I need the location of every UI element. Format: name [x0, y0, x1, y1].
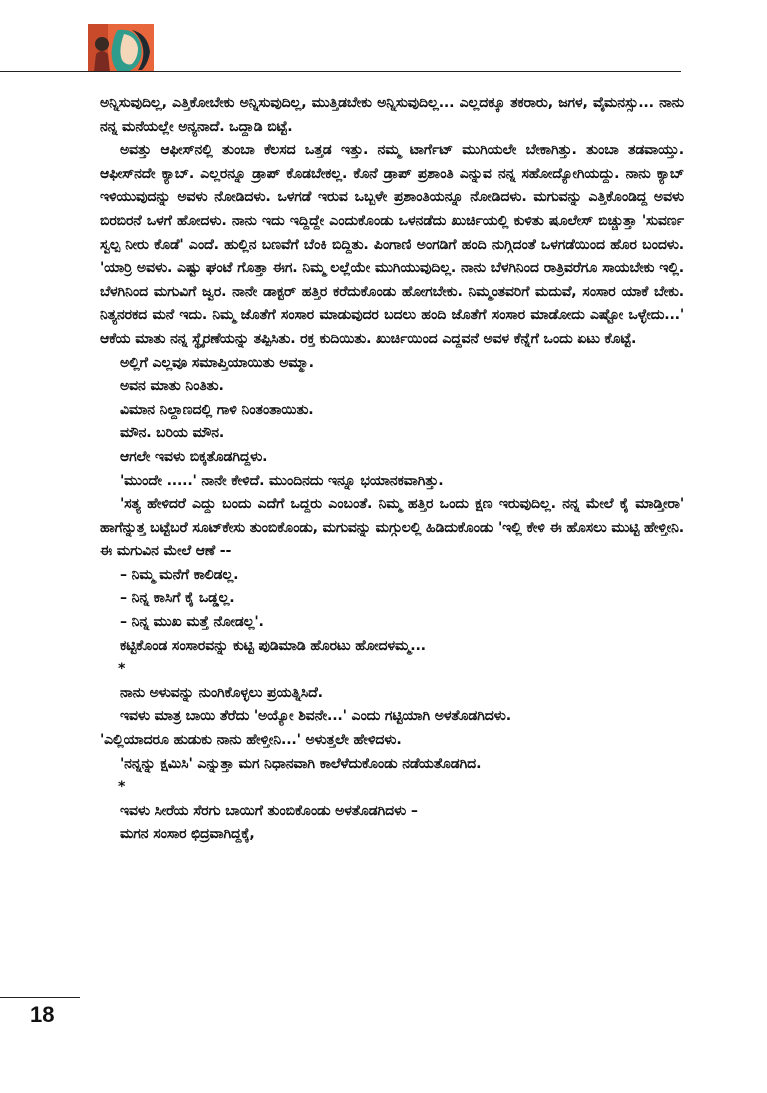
text-line: ವಿಮಾನ ನಿಲ್ದಾಣದಲ್ಲಿ ಗಾಳಿ ನಿಂತಂತಾಯಿತು.: [120, 401, 314, 418]
section-separator: *: [118, 779, 126, 796]
text-line: ಇವಳು ಮಾತ್ರ ಬಾಯಿ ತೆರೆದು 'ಅಯ್ಯೋ ಶಿವನೇ...' ಎಂದು ಗಟ್ಟಿಯಾಗಿ ಅಳತೊಡಗಿದಳು.: [120, 708, 511, 725]
text-line: 'ನನ್ನನ್ನು ಕ್ಷಮಿಸಿ' ಎನ್ನುತ್ತಾ ಮಗ ನಿಧಾನವಾಗಿ ಕಾಲೆಳೆದುಕೊಂಡು ನಡೆಯತೊಡಗಿದ.: [120, 755, 482, 772]
paragraph: 'ಸತ್ಯ ಹೇಳಿದರೆ ಎದ್ದು ಬಂದು ಎದೆಗೆ ಒದ್ದರು ಎಂಬಂತೆ. ನಿಮ್ಮ ಹತ್ತಿರ ಒಂದು ಕ್ಷಣ ಇರುವುದಿಲ್ಲ. ನನ್ನ ಮೇಲೆ ಕೈ ಮಾಡ್ತೀರಾ' ಹಾಗೆನ್ನುತ್ತ ಬಟ್ಟೆಬರೆ ಸೂಟ್‌ಕೇಸು ತುಂಬಿಕೊಂಡು, ಮಗುವನ್ನು ಮಗ್ಗುಲಲ್ಲಿ ಹಿಡಿದುಕೊಂಡು 'ಇಲ್ಲಿ ಕೇಳಿ ಈ ಹೊಸಲು ಮುಟ್ಟಿ ಹೇಳ್ತೀನಿ. ಈ ಮಗುವಿನ ಮೇಲೆ ಆಣೆ --: [100, 496, 684, 560]
text-line: ಮೌನ. ಬರಿಯ ಮೌನ.: [120, 425, 225, 442]
text-line: ಮಗನ ಸಂಸಾರ ಛಿದ್ರವಾಗಿದ್ದಕ್ಕೆ,: [120, 826, 255, 843]
text-line: ಅಲ್ಲಿಗೆ ಎಲ್ಲವೂ ಸಮಾಪ್ತಿಯಾಯಿತು ಅಮ್ಮಾ.: [120, 354, 314, 371]
text-line: 'ಮುಂದೇ .....' ನಾನೇ ಕೇಳಿದೆ. ಮುಂದಿನದು ಇನ್ನೂ ಭಯಾನಕವಾಗಿತ್ತು.: [120, 472, 444, 489]
woman-portrait-logo-icon: [88, 24, 154, 72]
body-text: [100, 92, 684, 847]
page-number: 18: [30, 1002, 55, 1027]
text-line: ಇವಳು ಸೀರೆಯ ಸೆರಗು ಬಾಯಿಗೆ ತುಂಬಿಕೊಂಡು ಅಳತೊಡಗಿದಳು –: [120, 802, 418, 819]
footer-divider: [0, 997, 80, 998]
dash-line: – ನಿನ್ನ ಮುಖ ಮತ್ತೆ ನೋಡಲ್ಲ'.: [120, 614, 264, 631]
text-line: ಅವನ ಮಾತು ನಿಂತಿತು.: [120, 378, 224, 395]
dash-line: – ನಿಮ್ಮ ಮನೆಗೆ ಕಾಲಿಡಲ್ಲ.: [120, 566, 239, 583]
text-line: ಆಗಲೇ ಇವಳು ಬಿಕ್ಕತೊಡಗಿದ್ದಳು.: [120, 448, 268, 465]
text-line: ಕಟ್ಟಿಕೊಂಡ ಸಂಸಾರವನ್ನು ಕುಟ್ಟಿ ಪುಡಿಮಾಡಿ ಹೊರಟು ಹೋದಳಮ್ಮ...: [120, 637, 426, 654]
paragraph: ಅವತ್ತು ಆಫೀಸ್‌ನಲ್ಲಿ ತುಂಬಾ ಕೆಲಸದ ಒತ್ತಡ ಇತ್ತು. ನಮ್ಮ ಟಾರ್ಗೆಟ್ ಮುಗಿಯಲೇ ಬೇಕಾಗಿತ್ತು. ತುಂಬಾ ತಡವಾಯ್ತು. ಆಫೀಸ್‌ನದೇ ಕ್ಯಾಬ್. ಎಲ್ಲರನ್ನೂ ಡ್ರಾಪ್ ಕೊಡಬೇಕಲ್ಲ. ಕೊನೆ ಡ್ರಾಪ್ ಪ್ರಶಾಂತಿ ಎನ್ನುವ ನನ್ನ ಸಹೋದ್ಯೋಗಿಯದ್ದು. ನಾನು ಕ್ಯಾಬ್ ಇಳಿಯುವುದನ್ನು ಅವಳು ನೋಡಿದಳು. ಒಳಗಡೆ ಇರುವ ಒಬ್ಬಳೇ ಪ್ರಶಾಂತಿಯನ್ನೂ ನೋಡಿದಳು. ಮಗುವನ್ನು ಎತ್ತಿಕೊಂಡಿದ್ದ ಅವಳು ಬಿರಬಿರನೆ ಒಳಗೆ ಹೋದಳು. ನಾನು ಇದು ಇದ್ದಿದ್ದೇ ಎಂದುಕೊಂಡು ಒಳನಡೆದು ಖುರ್ಚಿಯಲ್ಲಿ ಕುಳಿತು ಷೂಲೇಸ್ ಬಿಚ್ಚುತ್ತಾ 'ಸುವರ್ಣ ಸ್ವಲ್ಪ ನೀರು ಕೊಡೆ' ಎಂದೆ. ಹುಲ್ಲಿನ ಬಣವೆಗೆ ಬೆಂಕಿ ಬಿದ್ದಿತು. ಪಿಂಗಾಣಿ ಅಂಗಡಿಗೆ ಹಂದಿ ನುಗ್ಗಿದಂತೆ ಒಳಗಡೆಯಿಂದ ಹೊರ ಬಂದಳು. 'ಯಾರ್‍ರಿ ಅವಳು. ಎಷ್ಟು ಘಂಟೆ ಗೊತ್ತಾ ಈಗ. ನಿಮ್ಮ ಲಲ್ಲೆಯೇ ಮುಗಿಯುವುದಿಲ್ಲ. ನಾನು ಬೆಳಗಿನಿಂದ ರಾತ್ರಿವರೆಗೂ ಸಾಯಬೇಕು ಇಲ್ಲಿ. ಬೆಳಗಿನಿಂದ ಮಗುವಿಗೆ ಜ್ವರ. ನಾನೇ ಡಾಕ್ಟರ್ ಹತ್ತಿರ ಕರೆದುಕೊಂಡು ಹೋಗಬೇಕು. ನಿಮ್ಮಂತವರಿಗೆ ಮದುವೆ, ಸಂಸಾರ ಯಾಕೆ ಬೇಕು. ನಿತ್ಯನರಕದ ಮನೆ ಇದು. ನಿಮ್ಮ ಜೊತೆಗೆ ಸಂಸಾರ ಮಾಡುವುದರ ಬದಲು ಹಂದಿ ಜೊತೆಗೆ ಸಂಸಾರ ಮಾಡೋದು ಎಷ್ಟೋ ಒಳ್ಳೇದು...' ಆಕೆಯ ಮಾತು ನನ್ನ ಸ್ಥೈರಣೆಯನ್ನು ತಪ್ಪಿಸಿತು. ರಕ್ತ ಕುದಿಯಿತು. ಖುರ್ಚಿಯಿಂದ ಎದ್ದವನೆ ಅವಳ ಕೆನ್ನೆಗೆ ಒಂದು ಏಟು ಕೊಟ್ಟೆ.: [100, 142, 684, 347]
header-divider: [0, 71, 681, 72]
dash-line: – ನಿನ್ನ ಕಾಸಿಗೆ ಕೈ ಒಡ್ಡಲ್ಲ.: [120, 590, 235, 607]
text-line: ನಾನು ಅಳುವನ್ನು ನುಂಗಿಕೊಳ್ಳಲು ಪ್ರಯತ್ನಿಸಿದೆ.: [120, 684, 323, 701]
text-line: 'ಎಲ್ಲಿಯಾದರೂ ಹುಡುಕು ನಾನು ಹೇಳ್ತೀನಿ...' ಅಳುತ್ತಲೇ ಹೇಳಿದಳು.: [100, 732, 402, 749]
paragraph: ಅನ್ನಿಸುವುದಿಲ್ಲ, ಎತ್ತಿಕೋಬೇಕು ಅನ್ನಿಸುವುದಿಲ್ಲ, ಮುತ್ತಿಡಬೇಕು ಅನ್ನಿಸುವುದಿಲ್ಲ... ಎಲ್ಲದಕ್ಕೂ ತಕರಾರು, ಜಗಳ, ವೈಮನಸ್ಸು... ನಾನು ನನ್ನ ಮನೆಯಲ್ಲೇ ಅನ್ಯನಾದೆ. ಒದ್ದಾಡಿ ಬಿಟ್ಟೆ.: [100, 95, 684, 135]
section-separator: *: [118, 661, 126, 678]
